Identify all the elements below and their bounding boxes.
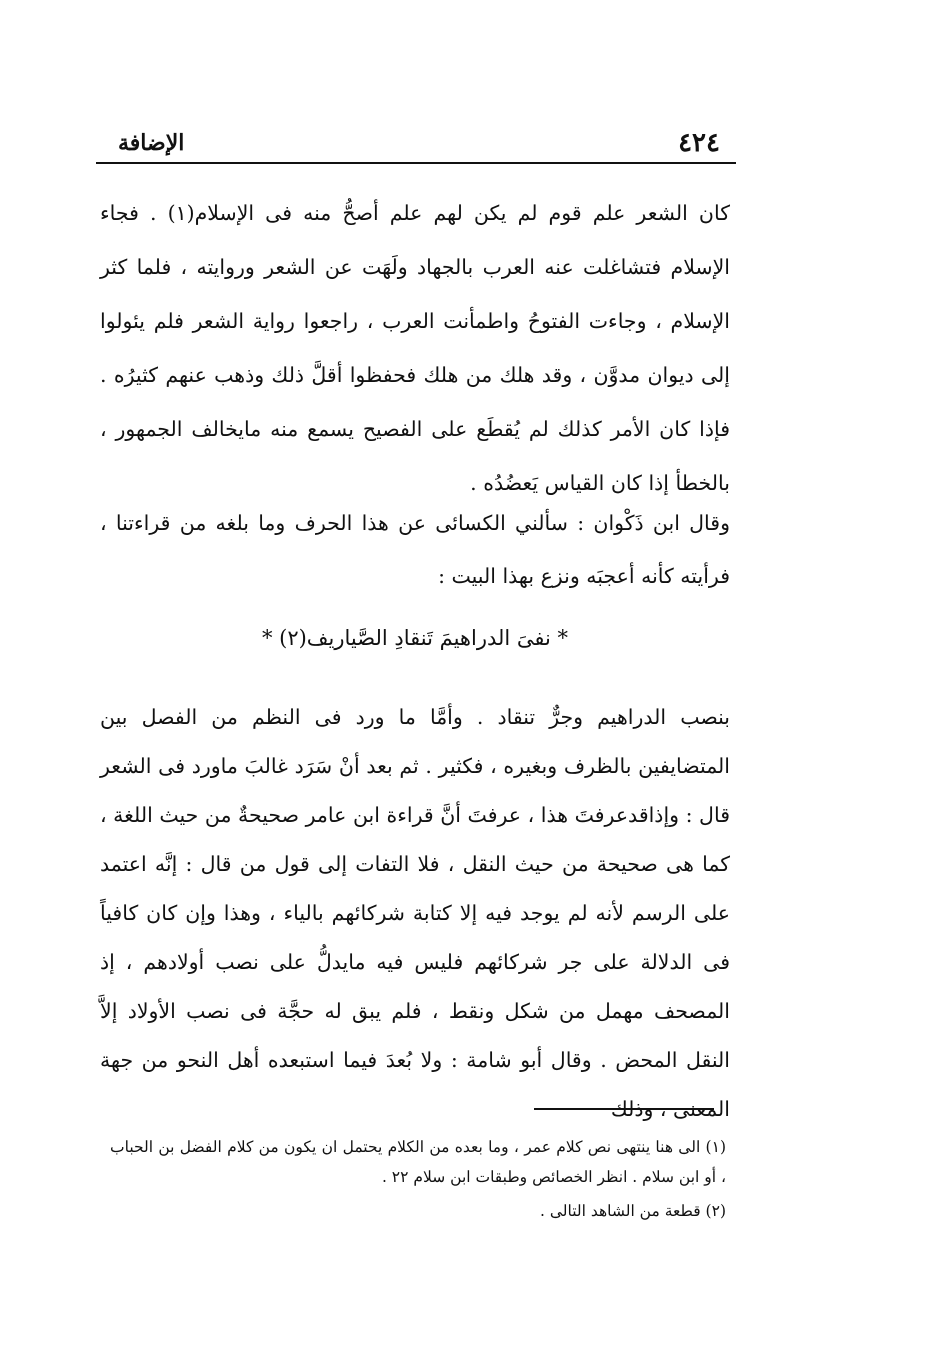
footnote-divider [534, 1108, 714, 1110]
running-title: الإضافة [118, 130, 185, 156]
page-header [98, 126, 734, 160]
paragraph-2: وقال ابن ذَكْوان : سألني الكسائى عن هذا الحرف وما بلغه من قراءتنا ، فرأيته كأنه أعجبَه ونزع بهذا البيت : [100, 511, 730, 588]
page-number: ٤٢٤ [678, 128, 720, 158]
paragraph-3: بنصب الدراهيم وجرٌّ تنقاد . وأمَّا ما ورد فى النظم من الفصل بين المتضايفين بالظرف وبغيره ، فكثير . ثم بعد أنْ سَرَد غالبَ ماورد فى الشعر قال : وإذاقدعرفتَ هذا ، عرفتَ أنَّ قراءة ابن عامر صحيحةٌ من حيث اللغة ، كما هى صحيحة من حيث النقل ، فلا التفات إلى قول من قال : إنَّه اعتمد على الرسم لأنه لم يوجد فيه إلا كتابة شركائهم بالياء ، وهذا وإن كان كافياً فى الدلالة على جر شركائهم فليس فيه مايدلُّ على نصب أولادهم ، إذ المصحف مهمل من شكل ونقط ، فلم يبق له حجَّة فى نصب الأولاد إلاَّ النقل المحض . وقال أبو شامة : ولا بُعدَ فيما استبعده أهل النحو من جهة المعنى ، وذلك [100, 705, 730, 1121]
footnote-2: (٢) قطعة من الشاهد التالى . [540, 1202, 726, 1220]
footnote-1: (١) الى هنا ينتهى نص كلام عمر ، وما بعده من الكلام يحتمل ان يكون من كلام الفضل بن الحباب ، أو ابن سلام . انظر الخصائص وطبقات ابن سلام ٢٢ . [110, 1138, 726, 1186]
paragraph-1: كان الشعر علم قوم لم يكن لهم علم أصحُّ منه فى الإسلام(١) . فجاء الإسلام فتشاغلت عنه العرب بالجهاد ولَهَت عن الشعر وروايته ، فلما كثر الإسلام ، وجاءت الفتوحُ واطمأنت العرب ، راجعوا رواية الشعر فلم يئولوا إلى ديوان مدوَّن ، وقد هلك من هلك فحفظوا أقلَّ ذلك وذهب عنهم كثيرُه . فإذا كان الأمر كذلك لم يُقطَع على الفصيح يسمع منه مايخالف الجمهور ، بالخطأ إذا كان القياس يَعضُدُه . [100, 201, 730, 495]
footnotes [110, 1132, 726, 1226]
header-divider [96, 162, 736, 164]
poetry-verse: * نفىَ الدراهيمَ تَنقادِ الصَّياريف(٢) * [261, 626, 569, 650]
